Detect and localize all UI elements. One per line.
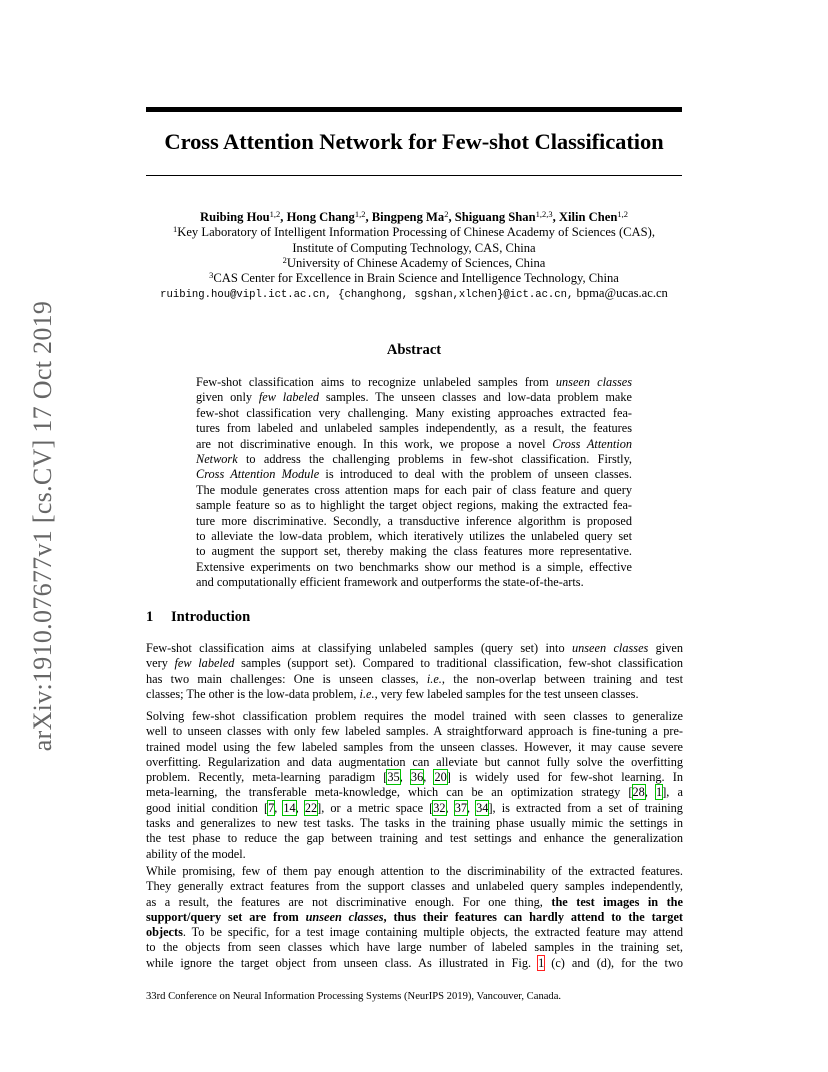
author-names: Ruibing Hou$^{1,2}$, Hong Chang$^{1,2}$, Bingpeng Ma$^2$, Shiguang Shan$^{1,2,3}$, Xilin Chen$^{1,2}$ <box>200 209 628 224</box>
citation-link[interactable]: 22 <box>304 800 318 815</box>
citation-link[interactable]: 32 <box>433 800 446 815</box>
affiliation-2: $^2$University of Chinese Academy of Sciences, China <box>282 254 546 270</box>
citation-link[interactable]: 28 <box>632 785 645 800</box>
author-affiliation-mark: 1,2 <box>617 209 628 219</box>
conference-footnote: 33rd Conference on Neural Information Processing Systems (NeurIPS 2019), Vancouver, Canada. <box>146 991 562 1002</box>
citation-link[interactable]: 7 <box>268 800 275 815</box>
citation-link[interactable]: 20 <box>434 770 447 785</box>
author-emails: ruibing.hou@vipl.ict.ac.cn, {changhong, sgshan,xlchen}@ict.ac.cn, bpma@ucas.ac.cn <box>160 286 668 302</box>
arxiv-sidebar-id[interactable]: arXiv:1910.07677v1 [cs.CV] 17 Oct 2019 <box>28 300 57 752</box>
author-name: Shiguang Shan <box>454 210 536 224</box>
section-heading-introduction: 1 Introduction <box>146 609 251 625</box>
abstract-line: few-shot classification very challenging. Many existing approaches extracted fea- <box>196 405 632 420</box>
author-affiliation-mark: 1,2 <box>269 209 281 219</box>
citation-link[interactable]: 1 <box>656 785 663 800</box>
abstract-line: to alleviate the low-data problem, which iteratively utilizes the unlabeled query set <box>196 529 632 544</box>
author-name: Xilin Chen <box>558 210 618 224</box>
intro-paragraph-3: While promising, few of them pay enough attention to the discriminability of the extracted features. They generally extract features from the support classes and unlabeled query samples independently, as a result, the features are not discriminative enough. For one thing, the test images in the support/query set are from unseen classes, thus their features can hardly attend to the target objects. To be specific, for a test image containing multiple objects, the extracted feature may attend to the objects from seen classes which have large number of labeled samples in the training set, while ignore the target object from unseen class. As illustrated in Fig. 1 (c) and (d), for the two <box>146 864 683 970</box>
author-name: Ruibing Hou <box>200 210 270 224</box>
abstract-line: to augment the support set, thereby making the class features more representative. <box>196 544 632 559</box>
affiliation-3: $^3$CAS Center for Excellence in Brain Science and Intelligence Technology, China <box>209 270 619 286</box>
abstract-line: are not discriminative enough. In this work, we propose a novel Cross Attention <box>196 436 632 451</box>
figure-link[interactable]: 1 <box>538 955 545 970</box>
abstract-line: tures from labeled and unlabeled samples independently, as a result, the features <box>196 421 632 436</box>
abstract-body <box>196 375 632 591</box>
author-name: Hong Chang <box>286 210 355 224</box>
citation-link[interactable]: 14 <box>283 800 296 815</box>
intro-paragraph-2: Solving few-shot classification problem requires the model trained with seen classes to generalize well to unseen classes with only few labeled samples. A straightforward approach is fine-tuning a pre- trained model using the few labeled samples from the unseen classes. However, it may cause severe overfitting. Regularization and data augmentation can alleviate but cannot fully solve the overfitting problem. Recently, meta-learning paradigm [35, 36, 20] is widely used for few-shot learning. In meta-learning, the transferable meta-knowledge, which can be an optimization strategy [28, 1], a good initial condition [7, 14, 22], or a metric space [32, 37, 34], is extracted from a set of training tasks and generalizes to new test tasks. The tasks in the training phase usually mimic the settings in the test phase to reduce the gap between training and test settings and enhance the generalization ability of the model. <box>146 709 683 861</box>
affiliation-1-cont: Institute of Computing Technology, CAS, China <box>292 240 536 255</box>
citation-link[interactable]: 36 <box>410 770 424 785</box>
author-affiliation-mark: 2 <box>444 209 449 219</box>
paper-title: Cross Attention Network for Few-shot Classification <box>164 129 664 154</box>
title-bottom-rule <box>146 175 682 176</box>
abstract-line: Extensive experiments on two benchmarks show our method is a simple, effective <box>196 559 632 574</box>
abstract-line: Network to address the challenging problems in few-shot classification. Firstly, <box>196 452 632 467</box>
abstract-line: and computationally efficient framework and outperforms the state-of-the-arts. <box>196 575 584 590</box>
intro-paragraph-1: Few-shot classification aims at classifying unlabeled samples (query set) into unseen classes given very few labeled samples (support set). Compared to traditional classification, few-shot classification has two main challenges: One is unseen classes, i.e., the non-overlap between training and test classes; The other is the low-data problem, i.e., very few labeled samples for the test unseen classes. <box>146 641 683 701</box>
author-name: Bingpeng Ma <box>371 210 445 224</box>
abstract-line: ture more discriminative. Secondly, a transductive inference algorithm is proposed <box>196 513 632 528</box>
abstract-line: Few-shot classification aims to recognize unlabeled samples from unseen classes <box>196 375 633 389</box>
author-block <box>146 210 682 304</box>
citation-link[interactable]: 34 <box>476 800 489 815</box>
abstract-line: sample feature so as to highlight the target object regions, making the extracted fea- <box>196 498 632 513</box>
abstract-line: given only few labeled samples. The unseen classes and low-data problem make <box>196 390 632 405</box>
affiliation-1: $^1$Key Laboratory of Intelligent Information Processing of Chinese Academy of Sciences (CAS), <box>173 224 655 240</box>
author-affiliation-mark: 1,2,3 <box>535 209 553 219</box>
abstract-line: The module generates cross attention maps for each pair of class feature and query <box>196 482 632 497</box>
abstract-line: Cross Attention Module is introduced to deal with the problem of unseen classes. <box>196 467 632 482</box>
author-affiliation-mark: 1,2 <box>354 209 366 219</box>
title-top-rule <box>146 107 682 112</box>
citation-link[interactable]: 35 <box>387 770 400 785</box>
citation-link[interactable]: 37 <box>454 800 467 815</box>
abstract-heading: Abstract <box>386 342 442 358</box>
